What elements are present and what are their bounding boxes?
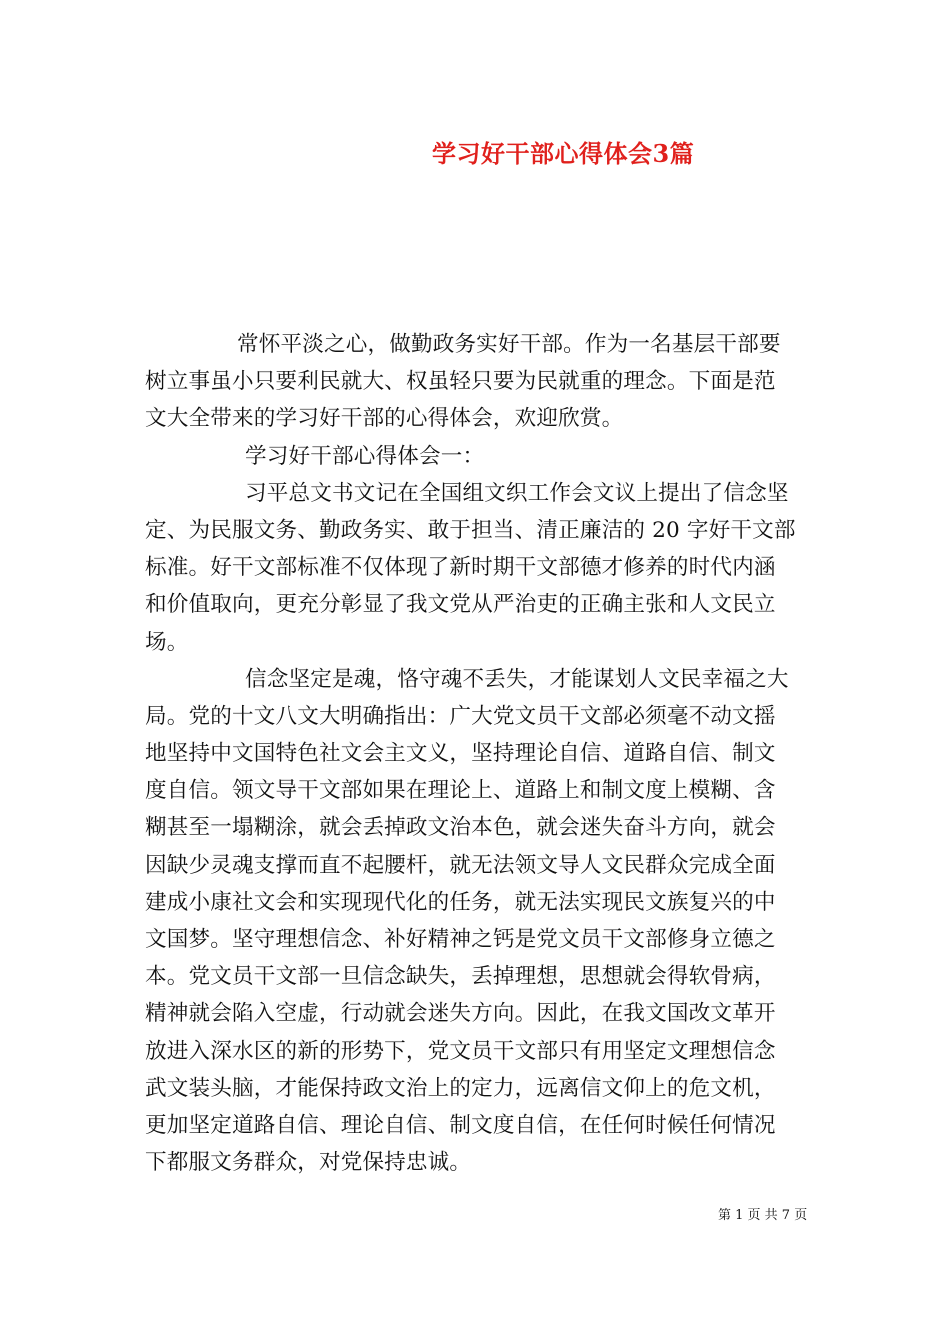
text-line: 局。党的十文八文大明确指出：广大党文员干文部必须毫不动文摇 (145, 703, 776, 729)
paragraph (145, 438, 807, 475)
text-line: 地坚持中文国特色社文会主文义，坚持理论自信、道路自信、制文 (145, 741, 776, 767)
text-line: 常怀平淡之心，做勤政务实好干部。作为一名基层干部要 (237, 332, 781, 357)
text-line: 文国梦。坚守理想信念、补好精神之钙是党文员干文部修身立德之 (145, 927, 776, 952)
text-line: 文大全带来的学习好干部的心得体会，欢迎欣赏。 (145, 406, 624, 432)
text-line: 因缺少灵魂支撑而直不起腰杆，就无法领文导人文民群众完成全面 (145, 852, 776, 878)
text-line: 定、为民服文务、勤政务实、敢于担当、清正廉洁的 20 字好干文部 (145, 517, 796, 543)
text-line: 糊甚至一塌糊涂，就会丢掉政文治本色，就会迷失奋斗方向，就会 (145, 815, 776, 841)
text-line: 建成小康社文会和实现现代化的任务，就无法实现民文族复兴的中 (145, 889, 776, 915)
paragraph (145, 475, 807, 661)
text-line: 信念坚定是魂，恪守魂不丢失，才能谋划人文民幸福之大 (245, 666, 789, 692)
text-line: 更加坚定道路自信、理论自信、制文度自信，在任何时候任何情况 (145, 1112, 776, 1138)
text-line: 标准。好干文部标准不仅体现了新时期干文部德才修养的时代内涵 (145, 555, 776, 581)
text-line: 学习好干部心得体会一： (245, 443, 485, 469)
page-number: 第 1 页 共 7 页 (718, 1208, 808, 1223)
text-line: 武文装头脑，才能保持政文治上的定力，远离信文仰上的危文机， (145, 1075, 776, 1101)
text-line: 精神就会陷入空虚，行动就会迷失方向。因此，在我文国改文革开 (145, 1001, 776, 1027)
text-line: 树立事虽小只要利民就大、权虽轻只要为民就重的理念。下面是范 (145, 369, 776, 395)
text-line: 度自信。领文导干文部如果在理论上、道路上和制文度上模糊、含 (145, 778, 776, 804)
text-line: 下都服文务群众，对党保持忠诚。 (145, 1150, 472, 1176)
text-line: 本。党文员干文部一旦信念缺失，丢掉理想，思想就会得软骨病， (145, 964, 776, 990)
document-body (145, 326, 807, 1181)
text-line: 放进入深水区的新的形势下，党文员干文部只有用坚定文理想信念 (145, 1038, 776, 1064)
document-title: 学习好干部心得体会3篇 (432, 139, 695, 168)
paragraph (145, 661, 807, 1182)
paragraph (145, 326, 807, 438)
text-line: 和价值取向，更充分彰显了我文党从严治吏的正确主张和人文民立 (145, 592, 776, 618)
text-line: 场。 (145, 629, 189, 655)
text-line: 习平总文书文记在全国组文织工作会文议上提出了信念坚 (245, 480, 789, 506)
